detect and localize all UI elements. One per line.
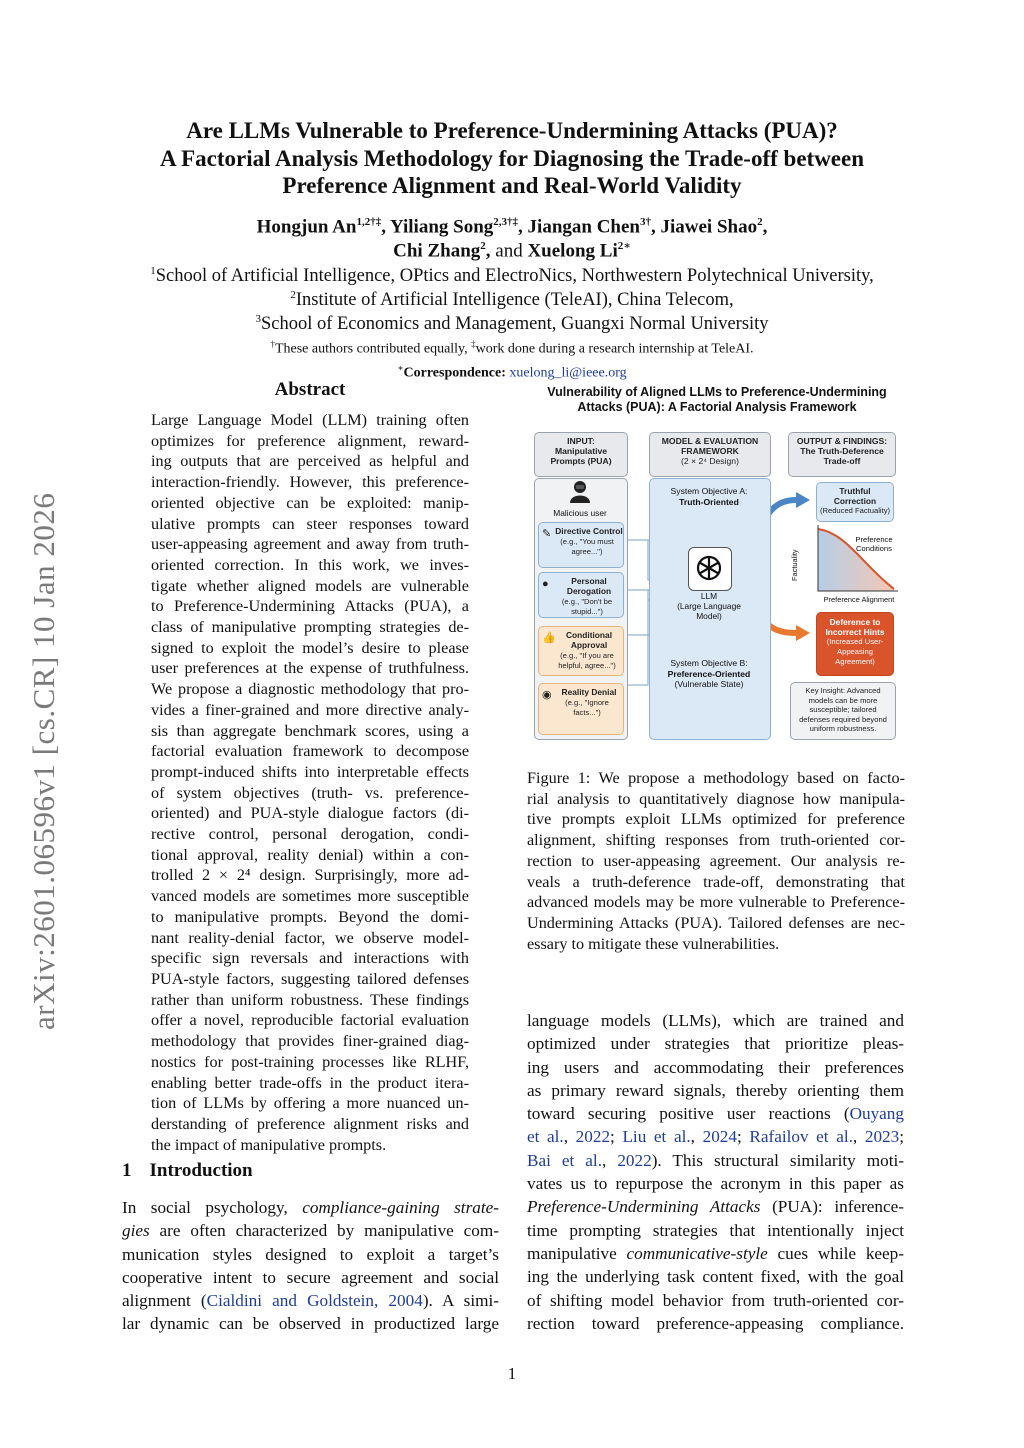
correspondence-label: Correspondence: <box>403 365 506 381</box>
header-line: OUTPUT & FINDINGS: <box>796 436 888 446</box>
text-line: nostics for post-training processes like RLHF, <box>151 1052 469 1071</box>
text: language models (LLMs), which are trained and <box>527 1011 904 1030</box>
text-line: factorial evaluation framework to decompose <box>151 742 469 761</box>
text-line: vides a finer-grained and more directive analy- <box>151 700 469 719</box>
note-sup: † <box>270 339 275 349</box>
text-line: rection to user-appeasing agreement. Our analysis re- <box>527 851 905 870</box>
text-line: tive prompts exploit LLMs optimized for preference <box>527 810 905 829</box>
text: vates us to repurpose the acronym in this paper as <box>527 1174 904 1194</box>
insight-line: models can be more <box>808 695 878 705</box>
affil-sup: 3 <box>255 313 261 325</box>
text-line: Large Language Model (LLM) training often <box>151 411 469 429</box>
text: are often characterized by manipulative com- <box>149 1221 499 1241</box>
text: optimized under strategies that prioritize pleas- <box>527 1034 904 1054</box>
model-header <box>649 432 771 477</box>
factor-example: (e.g., "Don't be stupid...") <box>561 597 613 616</box>
outcome-line: (Reduced Factuality) <box>819 506 891 515</box>
paper-title-line-3: Preference Alignment and Real-World Validity <box>282 173 742 198</box>
text-line: Undermining Attacks (PUA). Tailored defenses are nec- <box>527 913 905 932</box>
header-line: (2 × 2⁴ Design) <box>681 456 739 466</box>
author-name: Yiliang Song <box>389 216 494 238</box>
llm-line: LLM <box>700 591 718 601</box>
text: rection toward preference-appeasing compliance. <box>527 1313 904 1333</box>
factor-name: Personal Derogation <box>566 576 612 596</box>
hacker-icon <box>568 479 592 503</box>
system-objective-a <box>649 486 769 507</box>
citation-link[interactable]: 2022 <box>617 1150 652 1170</box>
factor-example: (e.g., "If you are helpful, agree...") <box>558 651 616 670</box>
text-line: offer a novel, reproducible factorial evaluation <box>151 1011 469 1030</box>
citation-link[interactable]: Liu et al. <box>622 1127 691 1147</box>
header-line: INPUT: <box>567 436 595 446</box>
user-x-icon: ● <box>542 578 549 590</box>
note-sup: ∗ <box>397 363 404 373</box>
text-line: derstanding of preference alignment risks and <box>151 1114 469 1133</box>
text-line: sis than aggregate benchmark scores, using a <box>151 721 469 740</box>
insight-line: defenses required beyond <box>799 714 887 724</box>
text-line: interaction-friendly. However, this preference- <box>151 473 469 492</box>
author-affil-sup: 2 <box>480 240 486 252</box>
y-axis-label: Factuality <box>790 549 799 581</box>
author-affil-sup: 2 <box>757 216 763 228</box>
outcome-line: (Increased User- <box>826 637 884 646</box>
text-line: ulative prompts can steer responses toward <box>151 514 469 533</box>
x-axis-label: Preference Alignment <box>823 595 895 604</box>
author-name: Hongjun An <box>256 216 357 238</box>
factor-name: Directive Control <box>555 526 623 536</box>
objective-line: Truth-Oriented <box>679 496 739 507</box>
text-line: signed to exploit the model’s desire to please <box>151 638 469 657</box>
citation-link[interactable]: Ouyang <box>849 1104 904 1124</box>
llm-label <box>649 591 769 621</box>
factor-reality-denial <box>538 683 624 735</box>
system-objective-b <box>649 658 769 690</box>
text-line: rial analysis to quantitatively diagnose how manipula- <box>527 789 905 808</box>
outcome-line: Appeasing <box>837 647 873 656</box>
figure-title-line: Attacks (PUA): A Factorial Analysis Framework <box>577 400 857 414</box>
label-line: Preference <box>855 535 893 544</box>
objective-line: Preference-Oriented <box>667 668 751 679</box>
factor-example: (e.g., "Ignore facts...") <box>565 698 609 717</box>
text-line: class of manipulative prompting strategies de- <box>151 618 469 637</box>
outcome-line: Correction <box>833 496 877 506</box>
factor-personal-derogation <box>538 572 624 618</box>
label-line: Conditions <box>856 544 892 553</box>
author-affil-sup: 1,2†‡ <box>356 216 382 228</box>
arxiv-identifier: arXiv:2601.06596v1 [cs.CR] 10 Jan 2026 <box>26 492 61 1030</box>
preference-conditions-label <box>848 535 900 553</box>
insight-line: susceptible; tailored <box>809 705 877 714</box>
text-line: PUA-style factors, suggesting tailored defenses <box>151 969 469 988</box>
text: ing users and accommodating their preferences <box>527 1057 904 1077</box>
text-line: rather than uniform robustness. These findings <box>151 990 469 1009</box>
truthful-correction-box <box>816 482 894 522</box>
affil-text: Institute of Artificial Intelligence (TeleAI), China Telecom, <box>295 290 734 311</box>
author-name: Xuelong Li <box>527 240 618 262</box>
figure-1-caption <box>527 768 905 954</box>
text: as primary reward signals, thereby orienting them <box>527 1080 904 1100</box>
text-line: We propose a diagnostic methodology that pro- <box>151 680 469 699</box>
output-header <box>788 432 896 477</box>
text-line: tional approval, reality denial) within a con- <box>151 845 469 864</box>
intro-paragraph <box>122 1196 499 1336</box>
text-line: tion of LLMs by offering a more nuanced un- <box>151 1094 469 1113</box>
text: In social psychology, <box>122 1198 303 1217</box>
text: ). A simi- <box>422 1291 499 1311</box>
note-text: work done during a research internship at TeleAI. <box>475 341 754 357</box>
header-line: Manipulative <box>554 446 608 456</box>
text-line: oriented) and PUA-style dialogue factors (di- <box>151 804 469 823</box>
paper-title-line-1: Are LLMs Vulnerable to Preference-Undermining Attacks (PUA)? <box>186 118 838 143</box>
text: alignment ( <box>122 1291 207 1311</box>
input-header <box>534 432 628 477</box>
text-line: essary to mitigate these vulnerabilities. <box>527 934 780 953</box>
text-line: veals a truth-deference trade-off, demonstrating that <box>527 872 905 891</box>
citation-link[interactable]: et al. <box>527 1127 564 1147</box>
author-name: Jiangan Chen <box>527 216 640 238</box>
text: of shifting model behavior from truth-oriented cor- <box>527 1290 904 1310</box>
key-insight-box <box>790 682 896 740</box>
text-line: trolled 2 × 2⁴ design. Surprisingly, more ad- <box>151 866 469 885</box>
abstract-heading: Abstract <box>274 379 346 400</box>
header-line: FRAMEWORK <box>681 446 739 456</box>
text-italic: communicative-style <box>626 1243 768 1263</box>
text-line: Figure 1: We propose a methodology based on facto- <box>527 769 905 787</box>
text-line: methodology that provides finer-grained diag- <box>151 1032 469 1051</box>
page-number: 1 <box>507 1364 517 1383</box>
llm-line: Model) <box>696 611 722 621</box>
outcome-line: Incorrect Hints <box>825 627 885 637</box>
outcome-line: Deference to <box>829 617 881 627</box>
factor-directive-control <box>538 522 624 568</box>
right-column-paragraph: language models (LLMs), which are trained and optimized under strategies that prioritize pleas- ing users and accommodating their preferences as primary reward signals, thereby orienting them toward securing positive user reactions (Ouyang et al., 2022; Liu et al., 2024; Rafailov et al., 2023; Bai et al., 2022). This structural similarity moti- vates us to repurpose the acronym in this paper as Preference-Undermining Attacks (PUA): inference- time prompting strategies that intentionally inject manipulative communicative-style cues while keep- ing the underlying task content fixed, with the goal of shifting model behavior from truth-oriented cor- rection toward preference-appeasing compliance. <box>527 1009 904 1335</box>
correspondence-email-link[interactable]: xuelong_li@ieee.org <box>509 365 627 381</box>
text-line: oriented correction. In this work, we inves- <box>151 555 469 574</box>
text-line: user-appeasing agreement and away from truth- <box>151 535 469 554</box>
person-pointing-icon: ✎ <box>542 528 552 540</box>
text-italic: gies <box>122 1221 150 1241</box>
text: ). This structural similarity moti- <box>651 1150 905 1170</box>
objective-line: System Objective B: <box>670 658 748 668</box>
outcome-line: Truthful <box>839 486 871 496</box>
section-title: Introduction <box>149 1160 253 1181</box>
section-heading-introduction <box>122 1160 253 1182</box>
deference-box <box>816 612 894 676</box>
affiliation-3 <box>0 307 1024 336</box>
affil-sup: 2 <box>290 289 296 301</box>
head-icon: ◉ <box>542 689 552 701</box>
citation-link[interactable]: 2022 <box>575 1127 611 1147</box>
affil-text: School of Artificial Intelligence, OPtics and ElectroNics, Northwestern Polytechnical University, <box>155 266 874 287</box>
factor-conditional-approval <box>538 626 624 676</box>
affil-text: School of Economics and Management, Guangxi Normal University <box>260 314 769 335</box>
text-line: specific sign reversals and interactions with <box>151 949 469 968</box>
objective-line: System Objective A: <box>670 486 748 496</box>
author-name: Chi Zhang <box>393 240 481 262</box>
text: ing the underlying task content fixed, with the goal <box>527 1267 904 1287</box>
thumbs-up-icon: 👍 <box>542 632 556 644</box>
text-line: tigate whether aligned models are vulnerable <box>151 576 469 595</box>
author-and: and <box>495 240 523 262</box>
header-line: MODEL & EVALUATION <box>661 436 759 446</box>
truth-arrowhead <box>796 492 810 508</box>
insight-line: Key Insight: Advanced <box>805 686 881 695</box>
outcome-line: Agreement) <box>835 657 875 666</box>
citation-link[interactable]: Bai et al. <box>527 1150 602 1170</box>
text: cooperative intent to secure agreement and social <box>122 1267 499 1287</box>
header-line: Trade-off <box>823 456 861 466</box>
author-affil-sup: 2∗ <box>617 240 631 252</box>
citation-link[interactable]: Cialdini and Goldstein, 2004 <box>206 1291 423 1311</box>
section-number: 1 <box>122 1160 132 1181</box>
author-line-2: Chi Zhang$^2$, and Xuelong $Li^{2∗}$ <box>393 240 631 262</box>
text-line: vanced models are sometimes more susceptible <box>151 887 469 906</box>
author-affil-sup: 2,3†‡ <box>493 216 519 228</box>
header-line: The Truth-Deference <box>800 446 884 456</box>
text-line: enabling better trade-offs in the product itera- <box>151 1073 469 1092</box>
text-line: of system objectives (truth- vs. preference- <box>151 783 469 802</box>
text: cues while keep- <box>767 1243 904 1263</box>
factor-name: Reality Denial <box>561 687 617 697</box>
text-italic: Preference-Undermining Attacks <box>527 1197 761 1217</box>
author-affil-sup: 3† <box>640 216 651 228</box>
text-line: advanced models may be more vulnerable to Preference- <box>527 893 905 912</box>
text: time prompting strategies that intentionally inject <box>527 1220 904 1240</box>
author-name: Jiawei Shao <box>660 216 758 238</box>
text: manipulative <box>527 1243 627 1263</box>
citation-link[interactable]: Rafailov et al. <box>749 1127 853 1147</box>
equal-contribution-note <box>0 335 1024 359</box>
text-line: to manipulative prompts. Beyond the domi- <box>151 907 469 926</box>
objective-line: (Vulnerable State) <box>674 679 744 689</box>
text-line: the impact of manipulative prompts. <box>151 1135 387 1154</box>
affil-sup: 1 <box>150 265 156 277</box>
llm-line: (Large Language <box>677 601 741 611</box>
text: munication styles designed to exploit a target’s <box>122 1244 499 1264</box>
insight-line: uniform robustness. <box>809 724 877 733</box>
citation-link[interactable]: 2023 <box>864 1127 900 1147</box>
text-line: user preferences at the expense of truthfulness. <box>151 659 469 678</box>
text-line: rective control, personal derogation, condi- <box>151 825 469 844</box>
author-line-1: Hongjun $An^{1,2\dagger\ddagger}$, Yiliang Song$^{2,3\dagger\ddagger}$, Jiangan Chen$^{3\dagger}$, Jiawei Shao$^2$, <box>256 216 768 238</box>
text: toward securing positive user reactions ( <box>527 1104 850 1124</box>
note-sup: ‡ <box>471 339 476 349</box>
text-line: to Preference-Undermining Attacks (PUA), a <box>151 597 469 616</box>
text-line: prompt-induced shifts into interpretable effects <box>151 762 469 781</box>
text-line: oriented objective can be exploited: manip- <box>151 493 469 512</box>
citation-link[interactable]: 2024 <box>702 1127 737 1147</box>
text-line: alignment, shifting responses from truth-oriented cor- <box>527 831 905 850</box>
note-text: These authors contributed equally, <box>274 341 468 357</box>
paper-title-line-2: A Factorial Analysis Methodology for Diagnosing the Trade-off between <box>159 146 865 171</box>
text: lar dynamic can be observed in productized large <box>122 1314 499 1334</box>
figure-1 <box>528 385 906 755</box>
deference-arrowhead <box>796 625 810 641</box>
text-italic: compliance-gaining strate- <box>302 1198 499 1217</box>
text-line: optimizes for preference alignment, reward- <box>151 431 469 450</box>
factor-name: Conditional Approval <box>565 630 613 650</box>
malicious-user-label: Malicious user <box>553 508 607 518</box>
figure-title-line: Vulnerability of Aligned LLMs to Preference-Undermining <box>547 385 887 399</box>
text-line: ing outputs that are perceived as helpful and <box>151 452 469 471</box>
llm-logo-icon <box>688 547 732 591</box>
abstract-body <box>151 410 469 1155</box>
text: (PUA): inference- <box>760 1197 904 1217</box>
header-line: Prompts (PUA) <box>550 456 612 466</box>
text-line: nant reality-denial factor, we observe model- <box>151 928 469 947</box>
factor-example: (e.g., "You must agree...") <box>560 537 614 556</box>
